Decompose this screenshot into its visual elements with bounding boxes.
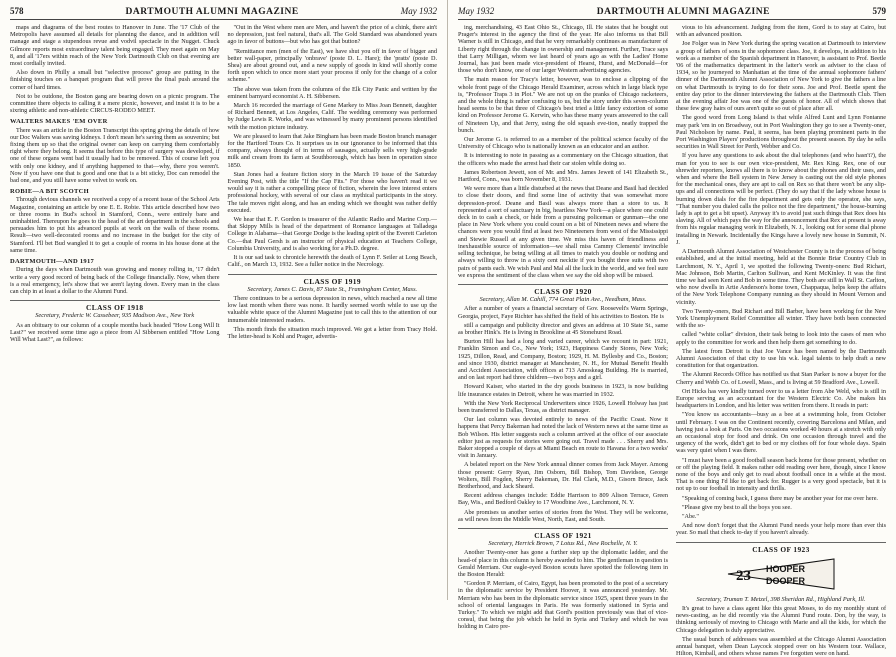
paragraph: "Remittance men (men of the East), we have shut you off in favor of bigger and better wall-paper, principally 'onbrave' (poste D. L. Hare); the 'pratts' (poste D. Shea) are about ground out, and a new supply of goods in kind will shortly come forth upon which to once more start your process if only for the change of a color scheme." (227, 47, 437, 84)
magazine-title: DARTMOUTH ALUMNI MAGAZINE (596, 7, 770, 17)
pennant-word-2: DOOPER (766, 575, 806, 586)
paragraph: The usual bunch of addresses was assembled at the Chicago Alumni Association annual banquet, when Dean Laycock stopped over on his Western tour. Wallace, Hilton, Kimball, and others whose names I've forgotten were on hand. (676, 635, 886, 657)
paragraph: It is our sad task to chronicle herewith the death of Lynn F. Seiler at Long Beach, Calif., on March 13, 1932. See a fuller notice in the Necrology. (227, 254, 437, 269)
class-secretary: Secretary, James C. Davis, 87 State St., Framingham Center, Mass. (247, 285, 418, 293)
class-secretary: Secretary, Frederic W. Cassebeer, 935 Madison Ave., New York (35, 312, 195, 320)
page-number: 578 (10, 6, 24, 16)
issue-date: May 1932 (458, 6, 495, 16)
right-column-1 (458, 24, 668, 631)
paragraph: March 16 recorded the marriage of Gene Markey to Miss Joan Bennett, daughter of Richard Bennett, at Los Angeles, Calif. The wedding ceremony was performed by Judge Lewis R. Works, and was witnessed by many prominent persons identified with the motion picture industry. (227, 102, 437, 131)
class-heading: CLASS OF 1923 (676, 542, 886, 553)
left-column-1 (10, 24, 220, 602)
magazine-title: DARTMOUTH ALUMNI MAGAZINE (125, 7, 299, 17)
paragraph: James Robertson Jewett, son of Mr. and Mrs. James Jewett of 141 Elizabeth St., Hartford, Conn., was born November 8, 1931. (458, 168, 668, 184)
paragraph: Ort Hicks has very kindly turned over to us a letter from Abe Weld, who is still in Europe serving as an accountant for the Western Electric Co. Abe makes his headquarters in London, and his letter was written from there. It reads in part: (676, 387, 886, 410)
paragraph: Abe promises us another series of stories from the West. They will be welcome, as will news from the Middle West, North, East, and South. (458, 508, 668, 523)
paragraph: still a campaign and publicity director and gives an address at 10 State St., same as brother Hink's. He is living in Brookline at 45 Stonehurst Road. (458, 321, 668, 336)
class-heading: CLASS OF 1921 (458, 528, 668, 539)
paragraph: Not to be outdone, the Boston gang are bearing down on a picnic program. The committee there objects to calling it a mere picnic, however, and insist it is to be a sixring athletic and non-athletic CIRCUS-RODEO MEET. (10, 92, 220, 115)
subheading: WALTERS MAKES 'EM OVER (10, 118, 108, 126)
pennant-number: 23 (736, 567, 751, 584)
subheading: DARTMOUTH—AND 1917 (10, 258, 95, 266)
paragraph: The latest from Detroit is that Joe Vance has been named by the Dartmouth Alumni Association of that city to use his w.k. legal talents to help draft a new constitution for that organization. (676, 347, 886, 370)
class-heading: CLASS OF 1920 (458, 284, 668, 295)
class-secretary: Secretary, Allan M. Cahill, 774 Great Plain Ave., Needham, Mass. (479, 296, 647, 304)
issue-date: May 1932 (400, 6, 437, 16)
paragraph: This month finds the situation much improved. We got a letter from Tracy Hold. The letter-head is Kohl and Prager, advertis- (227, 325, 437, 340)
paragraph: "Abe." (682, 513, 699, 520)
paragraph: maps and diagrams of the best routes to Hanover in June. The '17 Club of the Metropolis have assumed all details for planning the dance, and in addition will manage and stage a stupendous revue and vodvil spectacle in the Nugget. Chuck Gilmore reports most extraordinary talent being engaged. They meet again on May 8, and all '17ers within reach of the New York Dartmouth Club on that evening are most cordially invited. (10, 24, 220, 68)
paragraph: Also down in Philly a small but "selective process" group are putting in the finishing touches on a banquet program that will prove the final push around the corner of hard times. (10, 69, 220, 91)
paragraph: "Gordon P. Merriam, of Cairo, Egypt, has been promoted to the post of a secretary in the diplomatic service by President Hoover, it was announced yesterday. Mr. Merriam who has been in the diplomatic service since 1925, spent three years in the school of oriental languages in Paris. He was formerly stationed in Syria and Turkey." To which we might add that Gord's position previously was that of vice-consul, that being the job which he held in Syria and Turkey and which he was holding in Cairo pre- (458, 580, 668, 631)
paragraph: It is interesting to note in passing as a commentary on the Chicago situation, that the officers who made the arrest had their car stolen while doing so. (458, 152, 668, 167)
paragraph: After a number of years a financial secretary of Gov. Roosevelt's Warm Springs, Georgia, project, Faye Richter has shifted the field of his activities to Boston. He is (458, 305, 668, 320)
class-heading: CLASS OF 1919 (228, 274, 438, 285)
paragraph: And now don't forget that the Alumni Fund needs your help more than ever this year. So mail that check to-day if you haven't already. (676, 522, 886, 537)
left-column-2 (228, 24, 438, 602)
page-number: 579 (872, 6, 886, 16)
paragraph: Burton Hill has had a long and varied career, which we recount in part: 1921, Franklin Simon and Co., New York; 1923, Happiness Candy Stores, New York; 1925, Dillon, Read, and Company, Boston; 1929, H. M. Byllesby and Co., Boston; and since 1930, district manager at Manchester, N. H., for Mutual Benefit Health and Accident Association, with offices at 713 Amoskeag Building. He is married, and on last report had three children—two boys and a girl. (458, 338, 668, 382)
paragraph: "Please give my best to all the boys you see. (682, 503, 792, 511)
paragraph: vious to his advancement. Judging from the item, Gord is to stay at Cairo, but with an advanced position. (676, 24, 886, 39)
right-page (448, 0, 896, 657)
paragraph: As an obituary to our column of a couple months back headed "How Long Will It Last?" we received some time ago a piece from Al Sibbersen entitled "How Long Will What Last?", as follows: (10, 321, 220, 343)
paragraph: There continues to be a serious depression in news, which reached a new all time low last month when there was none. It hardly seemed worth while to use up the valuable white space of the Alumni Magazine just to call this to the attention of our innumerable interested readers. (227, 294, 437, 324)
paragraph: During the days when Dartmouth was growing and money rolling in, '17 didn't write a very good record of being back of the College financially. Now, when there is a real emergency, let's show that we aren't laying down. Every man in the class can chip in at least a dollar to the Alumni Fund. (10, 266, 220, 295)
paragraph: Another Twenty-oner has gone a further step up the diplomatic ladder, and the head-of place in this column is hereby awarded to him. The gentleman in question is Gerald Merriam. Our eagle-eyed Boston scouts have spotted the following item in the Boston Herald: (458, 549, 668, 579)
class-heading: CLASS OF 1918 (10, 300, 220, 311)
subheading: ROBIE—A BIT SCOTCH (10, 188, 89, 196)
pennant-word-1: HOOPER (766, 563, 806, 574)
paragraph: Recent address changes include: Eddie Harrison to 809 Alison Terrace, Green Bay, Wis., and Bedford Oakley to 17 Woodbine Ave., Larchmont, N. Y. (458, 492, 668, 507)
paragraph: called "white collar" division, their task being to look into the cases of men who apply to the committee for work and then help them get something to do. (676, 331, 886, 346)
paragraph: Our Jerome G. is referred to as a member of the political science faculty of the University of Chicago who is nationally known as an educator and an author. (458, 136, 668, 151)
paragraph: We hear that E. F. Gordon is treasurer of the Atlantic Radio and Marine Corp.—that Skippy Mills is head of the department of Romance languages at Talladega College in Alabama—that George Dodge is the leading spirit of the Everett Carleton Co.—that Paul Gersh is an instructor of physical education at Teachers College, Columbia University, and is also working for a Ph.D. degree. (227, 216, 437, 252)
paragraph: Our last column was devoted entirely to news of the Pacific Coast. Now it happens that Percy Bakeman had noted the lack of Western news at the same time as Bob Wilson. His letter suggests such a column arrived at the office of our associate editor just as requests for stories were going out. Travel made . . . Sherry and Mrs. Baker stopped a couple of days at Miami Beach en route to Havana for a two weeks' visit in January. (458, 416, 668, 460)
class-secretary: Secretary, Herrick Brown, 7 Lotus Rd., New Rochelle, N. Y. (488, 540, 638, 548)
paragraph: Stan Jones had a feature fiction story in the March 19 issue of the Saturday Evening Post, with the title "If the Cap Fits." For those who haven't read it we would say it is rather a compelling piece of fiction, wherein the love interest enters professional hockey, with several of our class as mythical participants in the story. The tale moves right along, and has an ending which we thought was rather deftly executed. (227, 170, 437, 214)
paragraph: We are pleased to learn that Jake Bingham has been made Boston branch manager for the Hartford Tours Co. It surprises us in our ignorance to be informed that this company, always thought of in terms of sausages, actually sells very high-grade milk and cream from its farm at Southborough, which has been in operation since 1850. (227, 132, 437, 169)
pennant-illustration (726, 555, 836, 593)
paragraph: A belated report on the New York annual dinner comes from Jack Mayer. Among those present: Gerry Ryan, Jim Osborn, Bill Bishop, Tom Davidson, George Wolters, Bill Fogden, Sherry Bakeman, Dr. Hal Clark, M.D., Gisorn Bruce, Jack Brotherhood, and Jack Sheard. (458, 461, 668, 490)
right-column-2 (676, 24, 886, 657)
paragraph: If you have any questions to ask about the dial telephones (and who hasn't?), the man for you to see is our own vice-president, Mr. Rex King. Rex, one of our shrewder reporters, knows all there is to know about the phones and their uses, and when and where the Bell system in New Jersey is casting out the old style phones for the mechanical ones, they are apt to call on Rex so that there won't be any slip-ups and all connections will be perfect. (They do say that if the lady whose house is burning down dials for the fire department and gets only the operator, she says, "That number you dialed calls the police not the fire department," the house-burning lady is apt to get a bit upset). Anyway it's to avoid just such things that Rex does his slaving. All of which pays the way for the announcement that Rex at present is away from his regular managing work in Elizabeth, N. J., looking out for some dial phone installing in Newark. Incidentally the Kings have a lovely new house in Summit, N. J. (676, 152, 886, 246)
paragraph: With the New York Reciprocal Underwriters since 1926, Lowell Holway has just been transferred to Dallas, Texas, as district manager. (458, 399, 668, 414)
paragraph: Through devious channels we received a copy of a recent issue of the School Arts Magazine, containing an article by one E. E. Robie. This article described how two or three rooms in Bud's school in Stamford, Conn., were entirely bare and uninhabited. Thereupon he goes to the head of the art department in the schools and persuades him to put his advanced pupils at work on the walls of these rooms. Result—two well-decorated rooms and no increase in the budget for the city of Stamford. I'll bet Bud wangled it to get a couple of rooms in his house done at the same time. (10, 196, 220, 254)
running-head-right (458, 6, 886, 20)
paragraph: The main reason for Tracy's letter, however, was to enclose a clipping of the whole front page of the Chicago Herald Examiner, across which in large black type is, "Professor Traps 3 in Plot." We are not up on the pranks of Chicago racketeers, and the whole thing is rather confusing to us, but the story under this seven-column head seems to be that three of Chicago's best tried a little fancy extortion of some kind on Professor Jerome G. Kerwin, who has these many years answered to the call of Nineteen Up, and that Jerry, using the old squash eve-tion, neatly trapped the bunch. (458, 76, 668, 134)
paragraph: Two Twenty-oners, Bud Richart and Bill Barber, have been working for the New York Unemployment Relief Committee all winter. They have both been connected with the so- (676, 307, 886, 330)
paragraph: "Out in the West where men are Men, and haven't the price of a chink, there ain't no depression, just feel natural, that's all. The Gold Standard was abandoned years ago in favor of buttons—but who has got that button? (227, 24, 437, 46)
left-page (0, 0, 448, 600)
paragraph: A Dartmouth Alumni Association of Westchester County is in the process of being established, and at the initial meeting, held at the Bonnie Briar Country Club in Larchmont, N. Y., April 1, we spotted the following Twenty-oners: Bud Richart, Mac Johnson, Bob Martin, Carlton Sullivan, and Kent McKinley. It was the first time we had seen Kent and Bob in some time. They both are still in Wall St. Carlton, who now dwells in Artie Anderson's home town, Chappaqua, helps keep the affairs of the New York Telephone Company running as they should in Mount Vernon and vicinity. (676, 248, 886, 306)
running-head-left (10, 6, 437, 20)
paragraph: "You know us accountants—busy as a bee at a swimming hole, from October until February. I was on the Continent recently, covering Barcelona and Milan, and having just a look at Paris. On two occasions worked 40 hours at a stretch with only an occasional stop for food and drink. On one occasion through travel and the urgency of the work, didn't get to bed or my clothes off for four whole days. Spain was very quiet when I was there. (676, 411, 886, 455)
paragraph: "Speaking of coming back, I guess there may be another year for me over here. (682, 494, 878, 502)
paragraph: Joe Folger was in New York during the spring vacation at Dartmouth to interview a group of fathers of sons in the sophomore class. Joe, it develops, in addition to his work as a member of the Spanish department in Hanover, is assistant to Prof. Beetle '06 of the mathematics department in the latter's work as adviser to the class of 1934, so he journeyed to Manhattan at the time of the annual sophomore fathers' dinner of the Dartmouth Alumni Association of New York to give the fathers a line on what Dartmouth is trying to do for their sons. Joe and Prof. Beetle spent the entire day prior to the dinner interviewing the fathers at the Dartmouth Club. Then at the evening affair Joe was one of the guests of honor. All of which shows that these few gray hairs of ours aren't quite so out of place after all. (676, 40, 886, 113)
paragraph: "I must have been a good football season back home for those present, whether on or off the playing field. It makes rather odd reading over here, though, since I know none of the boys and only get to read about football once in a while at the most. That is one thing I'd like to get back for. Rugger is a very good spectacle, but it is not up to our football in intensity and thrills. (676, 456, 886, 493)
paragraph: The good word from Long Island is that while Alfred Lunt and Lynn Fontanne may park 'em in on Broadway, out in Port Washington they go to see a Twenty-oner, Paul Nicholson by name. Paul, it seems, has been playing prominent parts in the Port Washington Players' productions throughout the present season. By day he sells securities in Wall Street for Perth, Webber and Co. (676, 114, 886, 151)
paragraph: The Alumni Records Office has notified us that Stan Parker is now a buyer for the Cherry and Webb Co. of Lowell, Mass., and is living at 59 Bradford Ave., Lowell. (676, 371, 886, 386)
paragraph: We were more than a little disturbed at the news that Deane and Basil had decided to close their doors, and find some line of activity that was somewhat more depression-proof. Deane and Basil was always more than a store to us. It represented a sort of sanctuary in big, heartless New York—a place where one could deck in to cash a check, or hide from a pursuing policeman or gunman—the one place in New York where you could count on a bit of Nineteen news and where the chances were you would find at least two Nineteeners from west of the Mississippi and Stewie Russell at any given time. We miss this haven of friendliness and inexhaustible source of information—we shall miss Cammy Clements' invincible selling technique, he being willing at all times to match you double or nothing and always willing to throw in a sixty cent necktie if you bought three suits with two pairs of pants each. We wish Paul and Mal all the luck in the world, and we feel sure we express the sentiment of the class when we say the old shop will be missed. (458, 185, 668, 279)
paragraph: It's great to have a class agent like this great Moses, to do my monthly stunt of news-casting, as he did recently via the Alumni Fund route. Don, by the way, is thinking seriously of moving to Chicago with Marie and all the kids, for which the Chicago delegation is duly appreciative. (676, 605, 886, 634)
paragraph: ing, merchandising, 43 East Ohio St., Chicago, Ill. He states that he bought out Prager's interest in the agency the first of the year. He also informs us that Bill Warner is still in Chicago, and that he very remarkably continues as manufacturer of Liberty right through the change in ownership and management. Further, Trace says that Larry Milligan, whom we last heard of years ago as with the Ladies' Home Journal, has just been made vice-president of Hearst, Hurst, and McDonald—for those who don't know, one of our larger Western advertising agencies. (458, 24, 668, 75)
paragraph: The above was taken from the columns of the Elk City Panic and written by the eminent barnyard economist A. H. Sibbersen. (227, 85, 437, 100)
class-secretary: Secretary, Truman T. Metzel, 398 Sheridan Rd., Highland Park, Ill. (696, 595, 866, 603)
paragraph: Howard Kaiser, who started in the dry goods business in 1923, is now building life insurance estates in Detroit, where he was married in 1932. (458, 383, 668, 398)
paragraph: There was an article in the Boston Transcript this spring giving the details of how our Doc Walters was saving kidneys. I don't mean he's saving them as souvenirs; but fixing them up so that the original owner can keep on carrying them comfortably right where they belong. It seems that before this type of surgery was developed, if one of these organs went bad it usually had to be removed. This of course left you with only one kidney, and if anything happened to that—why, there you weren't. Now if you have one that is good and one that is a bit sticky, Doc can remodel the bad one, and you still have some velvet to work on. (10, 126, 220, 185)
